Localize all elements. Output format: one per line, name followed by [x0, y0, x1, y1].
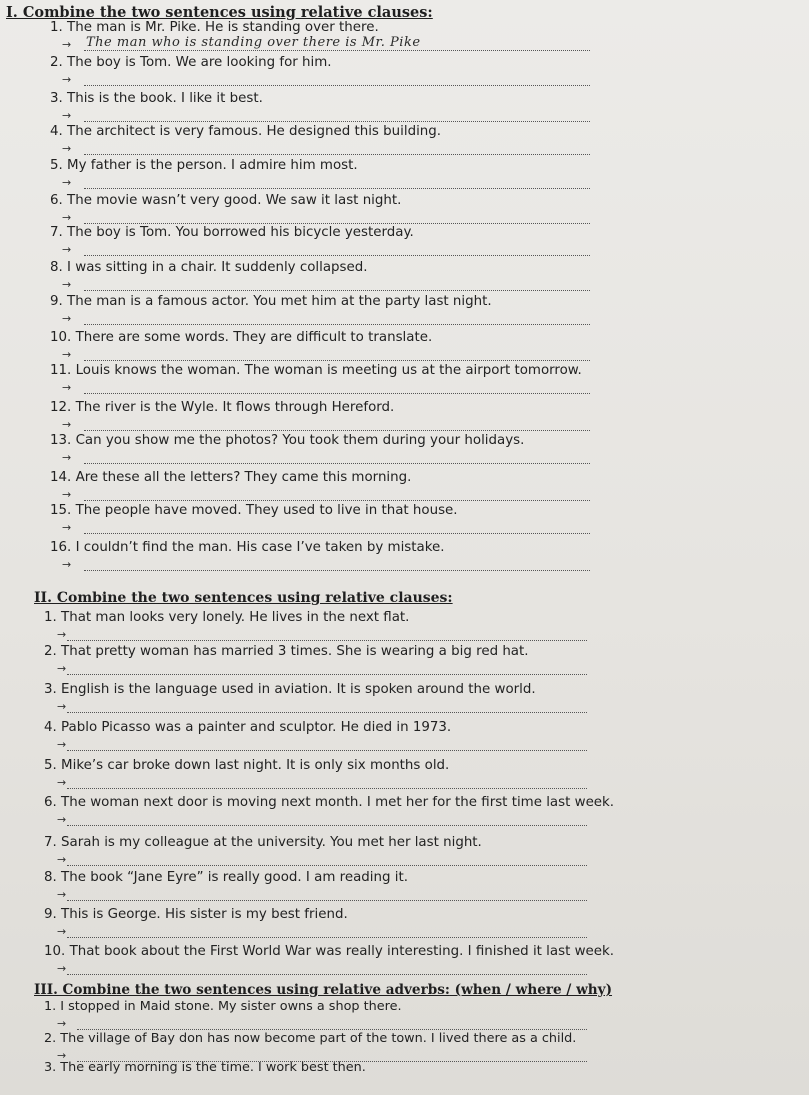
question-text: The boy is Tom. You borrowed his bicycle yesterday. — [67, 225, 414, 240]
question-number: 7. — [44, 835, 57, 850]
dotted-line — [67, 900, 587, 901]
answer-line[interactable] — [62, 451, 610, 467]
question-number: 10. — [44, 944, 66, 959]
section-1-question-5 — [50, 158, 358, 173]
answer-line[interactable] — [62, 381, 610, 397]
arrow-icon: → — [57, 813, 67, 826]
answer-line[interactable] — [62, 558, 610, 574]
question-number: 2. — [44, 1031, 57, 1046]
question-number: 5. — [50, 158, 63, 173]
question-number: 3. — [44, 1060, 57, 1075]
question-text: The people have moved. They used to live in that house. — [75, 503, 458, 518]
question-text: There are some words. They are difficult to translate. — [75, 330, 433, 345]
section-2-heading: II. Combine the two sentences using relative clauses: — [34, 590, 453, 606]
question-text: English is the language used in aviation. It is spoken around the world. — [61, 682, 536, 697]
arrow-icon: → — [62, 348, 72, 361]
dotted-line — [84, 121, 590, 122]
question-text: This is the book. I like it best. — [67, 91, 263, 106]
question-text: My father is the person. I admire him most. — [67, 158, 358, 173]
answer-line[interactable] — [62, 109, 610, 125]
section-2-question-2 — [44, 644, 529, 659]
answer-line[interactable] — [62, 243, 610, 259]
answer-line[interactable] — [57, 662, 607, 678]
dotted-line — [67, 674, 587, 675]
question-number: 3. — [44, 682, 57, 697]
arrow-icon: → — [57, 888, 67, 901]
answer-line[interactable] — [62, 142, 610, 158]
dotted-line — [67, 640, 587, 641]
question-number: 4. — [44, 720, 57, 735]
question-text: Sarah is my colleague at the university. You met her last night. — [61, 835, 482, 850]
question-text: Louis knows the woman. The woman is meeting us at the airport tomorrow. — [75, 363, 582, 378]
dotted-line — [84, 290, 590, 291]
answer-line[interactable] — [57, 962, 607, 978]
section-1-question-15 — [50, 503, 458, 518]
answer-line[interactable] — [57, 853, 607, 869]
answer-line[interactable] — [62, 312, 610, 328]
section-3-question-3 — [44, 1060, 366, 1075]
question-number: 1. — [44, 610, 57, 625]
dotted-line — [84, 430, 590, 431]
dotted-line — [67, 937, 587, 938]
question-number: 6. — [50, 193, 63, 208]
section-1-question-4 — [50, 124, 441, 139]
arrow-icon: → — [62, 38, 72, 51]
arrow-icon: → — [62, 451, 72, 464]
arrow-icon: → — [57, 962, 67, 975]
question-number: 12. — [50, 400, 72, 415]
dotted-line — [67, 750, 587, 751]
section-1-question-14 — [50, 470, 411, 485]
answer-line[interactable] — [57, 700, 607, 716]
arrow-icon: → — [57, 1017, 67, 1030]
question-number: 8. — [50, 260, 63, 275]
arrow-icon: → — [62, 142, 72, 155]
answer-line[interactable] — [62, 488, 610, 504]
question-number: 5. — [44, 758, 57, 773]
arrow-icon: → — [62, 488, 72, 501]
answer-line[interactable] — [57, 628, 607, 644]
arrow-icon: → — [62, 243, 72, 256]
section-2-question-10 — [44, 944, 614, 959]
dotted-line — [84, 463, 590, 464]
question-text: I couldn’t find the man. His case I’ve taken by mistake. — [75, 540, 445, 555]
section-3-heading: III. Combine the two sentences using relative adverbs: (when / where / why) — [34, 982, 613, 998]
dotted-line — [77, 1029, 587, 1030]
answer-line[interactable] — [57, 925, 607, 941]
question-number: 9. — [44, 907, 57, 922]
section-2-question-1 — [44, 610, 409, 625]
section-2-question-9 — [44, 907, 348, 922]
question-text: The architect is very famous. He designed this building. — [67, 124, 442, 139]
question-text: Mike’s car broke down last night. It is only six months old. — [61, 758, 450, 773]
question-number: 2. — [50, 55, 63, 70]
section-2-question-5 — [44, 758, 449, 773]
question-number: 1. — [50, 20, 63, 35]
dotted-line — [84, 85, 590, 86]
section-1-question-12 — [50, 400, 394, 415]
dotted-line — [84, 324, 590, 325]
question-text: The boy is Tom. We are looking for him. — [67, 55, 332, 70]
dotted-line — [84, 188, 590, 189]
arrow-icon: → — [62, 73, 72, 86]
section-1-question-16 — [50, 540, 445, 555]
section-1-question-2 — [50, 55, 332, 70]
arrow-icon: → — [57, 1049, 67, 1062]
question-text: Pablo Picasso was a painter and sculptor. He died in 1973. — [61, 720, 452, 735]
section-1-heading: I. Combine the two sentences using relative clauses: — [6, 4, 433, 21]
arrow-icon: → — [57, 700, 67, 713]
answer-line[interactable] — [57, 813, 607, 829]
section-3-question-2 — [44, 1031, 576, 1046]
question-text: Are these all the letters? They came this morning. — [75, 470, 412, 485]
section-2-question-8 — [44, 870, 408, 885]
dotted-line — [84, 50, 590, 51]
question-number: 9. — [50, 294, 63, 309]
question-number: 14. — [50, 470, 72, 485]
question-number: 16. — [50, 540, 72, 555]
arrow-icon: → — [57, 776, 67, 789]
dotted-line — [67, 712, 587, 713]
section-1-question-6 — [50, 193, 401, 208]
section-2-question-6 — [44, 795, 614, 810]
section-3-question-1 — [44, 999, 402, 1014]
arrow-icon: → — [62, 278, 72, 291]
dotted-line — [84, 360, 590, 361]
question-text: Can you show me the photos? You took them during your holidays. — [75, 433, 525, 448]
answer-line[interactable] — [62, 278, 610, 294]
arrow-icon: → — [57, 853, 67, 866]
answer-line[interactable] — [62, 521, 610, 537]
question-text: I stopped in Maid stone. My sister owns a shop there. — [60, 999, 402, 1014]
question-number: 11. — [50, 363, 72, 378]
question-text: The early morning is the time. I work best then. — [60, 1060, 366, 1075]
section-1-question-13 — [50, 433, 524, 448]
section-2-question-7 — [44, 835, 482, 850]
question-text: The movie wasn’t very good. We saw it last night. — [67, 193, 402, 208]
question-number: 7. — [50, 225, 63, 240]
question-text: The village of Bay don has now become part of the town. I lived there as a child. — [60, 1031, 577, 1046]
answer-line[interactable] — [57, 776, 607, 792]
arrow-icon: → — [62, 558, 72, 571]
section-1-question-3 — [50, 91, 263, 106]
arrow-icon: → — [57, 628, 67, 641]
question-text: The book “Jane Eyre” is really good. I am reading it. — [61, 870, 408, 885]
question-number: 6. — [44, 795, 57, 810]
question-text: This is George. His sister is my best friend. — [61, 907, 348, 922]
arrow-icon: → — [57, 925, 67, 938]
answer-line[interactable] — [62, 73, 610, 89]
question-text: The river is the Wyle. It flows through Hereford. — [75, 400, 395, 415]
section-1-question-10 — [50, 330, 432, 345]
section-1-question-11 — [50, 363, 582, 378]
answer-line[interactable] — [62, 418, 610, 434]
section-2-question-3 — [44, 682, 536, 697]
arrow-icon: → — [62, 176, 72, 189]
arrow-icon: → — [62, 312, 72, 325]
dotted-line — [84, 154, 590, 155]
section-1-question-7 — [50, 225, 414, 240]
question-number: 2. — [44, 644, 57, 659]
handwritten-answer: The man who is standing over there is Mr. Pike — [86, 35, 421, 50]
dotted-line — [84, 570, 590, 571]
answer-line[interactable] — [57, 888, 607, 904]
question-text: The man is Mr. Pike. He is standing over there. — [67, 20, 379, 35]
section-1-question-1 — [50, 20, 379, 35]
dotted-line — [67, 974, 587, 975]
dotted-line — [67, 788, 587, 789]
section-1-question-8 — [50, 260, 368, 275]
arrow-icon: → — [57, 662, 67, 675]
dotted-line — [84, 533, 590, 534]
dotted-line — [84, 223, 590, 224]
arrow-icon: → — [57, 738, 67, 751]
dotted-line — [84, 393, 590, 394]
question-text: The woman next door is moving next month. I met her for the first time last week. — [61, 795, 615, 810]
question-text: The man is a famous actor. You met him at the party last night. — [67, 294, 492, 309]
dotted-line — [67, 825, 587, 826]
question-number: 8. — [44, 870, 57, 885]
arrow-icon: → — [62, 211, 72, 224]
question-text: I was sitting in a chair. It suddenly collapsed. — [67, 260, 368, 275]
answer-line[interactable] — [62, 35, 610, 54]
answer-line[interactable] — [57, 738, 607, 754]
question-number: 13. — [50, 433, 72, 448]
question-text: That man looks very lonely. He lives in the next flat. — [61, 610, 410, 625]
arrow-icon: → — [62, 109, 72, 122]
arrow-icon: → — [62, 381, 72, 394]
question-text: That pretty woman has married 3 times. She is wearing a big red hat. — [61, 644, 529, 659]
section-1-question-9 — [50, 294, 492, 309]
answer-line[interactable] — [62, 176, 610, 192]
question-number: 10. — [50, 330, 72, 345]
dotted-line — [67, 865, 587, 866]
arrow-icon: → — [62, 521, 72, 534]
question-number: 15. — [50, 503, 72, 518]
dotted-line — [84, 255, 590, 256]
question-text: That book about the First World War was really interesting. I finished it last week. — [69, 944, 615, 959]
arrow-icon: → — [62, 418, 72, 431]
section-2-question-4 — [44, 720, 451, 735]
question-number: 3. — [50, 91, 63, 106]
dotted-line — [84, 500, 590, 501]
answer-line[interactable] — [62, 348, 610, 364]
question-number: 1. — [44, 999, 57, 1014]
question-number: 4. — [50, 124, 63, 139]
